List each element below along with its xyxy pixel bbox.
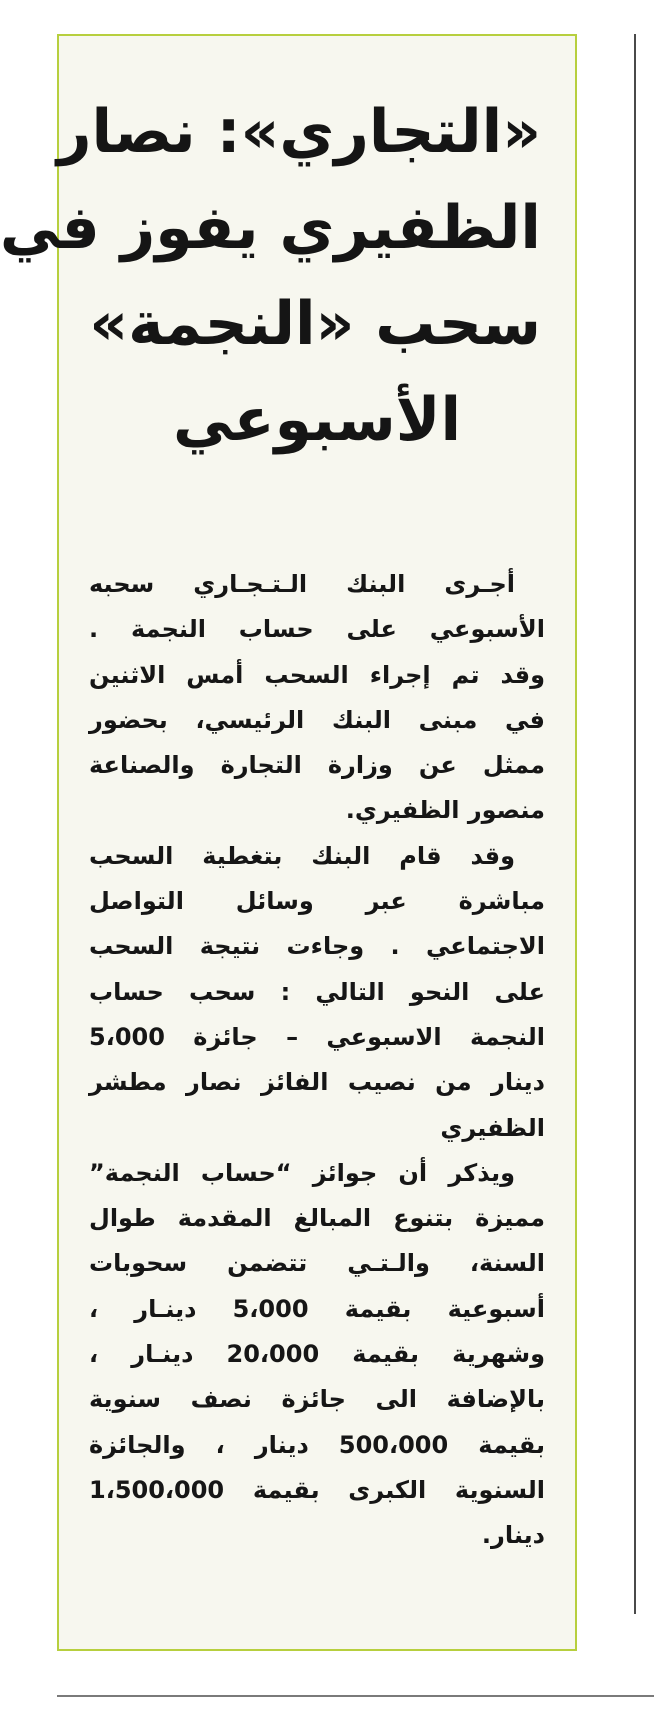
paragraph-line: دينار. (481, 1521, 545, 1550)
paragraph-line: على النحو التالي : سحب حساب (89, 977, 545, 1006)
paragraph-line: السنة، والـتـي تتضمن سحوبات (89, 1249, 545, 1278)
headline-line: الأسبوعي (172, 385, 462, 455)
paragraph-line: أجـرى البنك الـتـجـاري سحبه (89, 570, 515, 598)
paragraph-line: مباشرة عبر وسائل التواصل (89, 887, 545, 916)
article-paragraph-3 (89, 1151, 545, 1559)
paragraph-line: الظفيري (440, 1113, 545, 1142)
article-paragraph-1 (89, 562, 545, 834)
paragraph-line: مميزة بتنوع المبالغ المقدمة طوال (89, 1204, 545, 1233)
paragraph-line: منصور الظفيري. (345, 796, 545, 825)
article-box (0, 34, 577, 1651)
paragraph-line: الاجتماعي . وجاءت نتيجة السحب (89, 932, 545, 961)
headline-line: سحب «النجمة» (89, 289, 541, 359)
paragraph-line: في مبنى البنك الرئيسي، بحضور (89, 705, 545, 734)
paragraph-line: ممثل عن وزارة التجارة والصناعة (89, 751, 545, 780)
paragraph-line: وقد تم إجراء السحب أمس الاثنين (89, 660, 545, 689)
paragraph-line: ويذكر أن جوائز “حساب النجمة” (89, 1158, 515, 1187)
paragraph-line: بالإضافة الى جائزة نصف سنوية (89, 1385, 545, 1414)
bottom-divider (57, 1695, 654, 1697)
headline-line: «التجاري»: نصار (56, 97, 541, 167)
column-divider-right (634, 34, 636, 1614)
article-body (89, 562, 545, 1559)
paragraph-line: دينار من نصيب الفائز نصار مطشر (89, 1068, 545, 1097)
paragraph-line: الأسبوعي على حساب النجمة . (89, 615, 545, 644)
headline-line: الظفيري يفوز في (0, 193, 541, 263)
paragraph-line: السنوية الكبرى بقيمة 1،500،000 (89, 1475, 545, 1504)
article-headline (0, 84, 541, 468)
paragraph-line: النجمة الاسبوعي – جائزة 5،000 (89, 1022, 545, 1051)
paragraph-line: بقيمة 500،000 دينار ، والجائزة (89, 1430, 545, 1459)
paragraph-line: وقد قام البنك بتغطية السحب (89, 841, 515, 870)
article-paragraph-2 (89, 834, 545, 1151)
paragraph-line: وشهرية بقيمة 20،000 دينـار ، (89, 1340, 545, 1369)
paragraph-line: أسبوعية بقيمة 5،000 دينـار ، (89, 1294, 546, 1323)
